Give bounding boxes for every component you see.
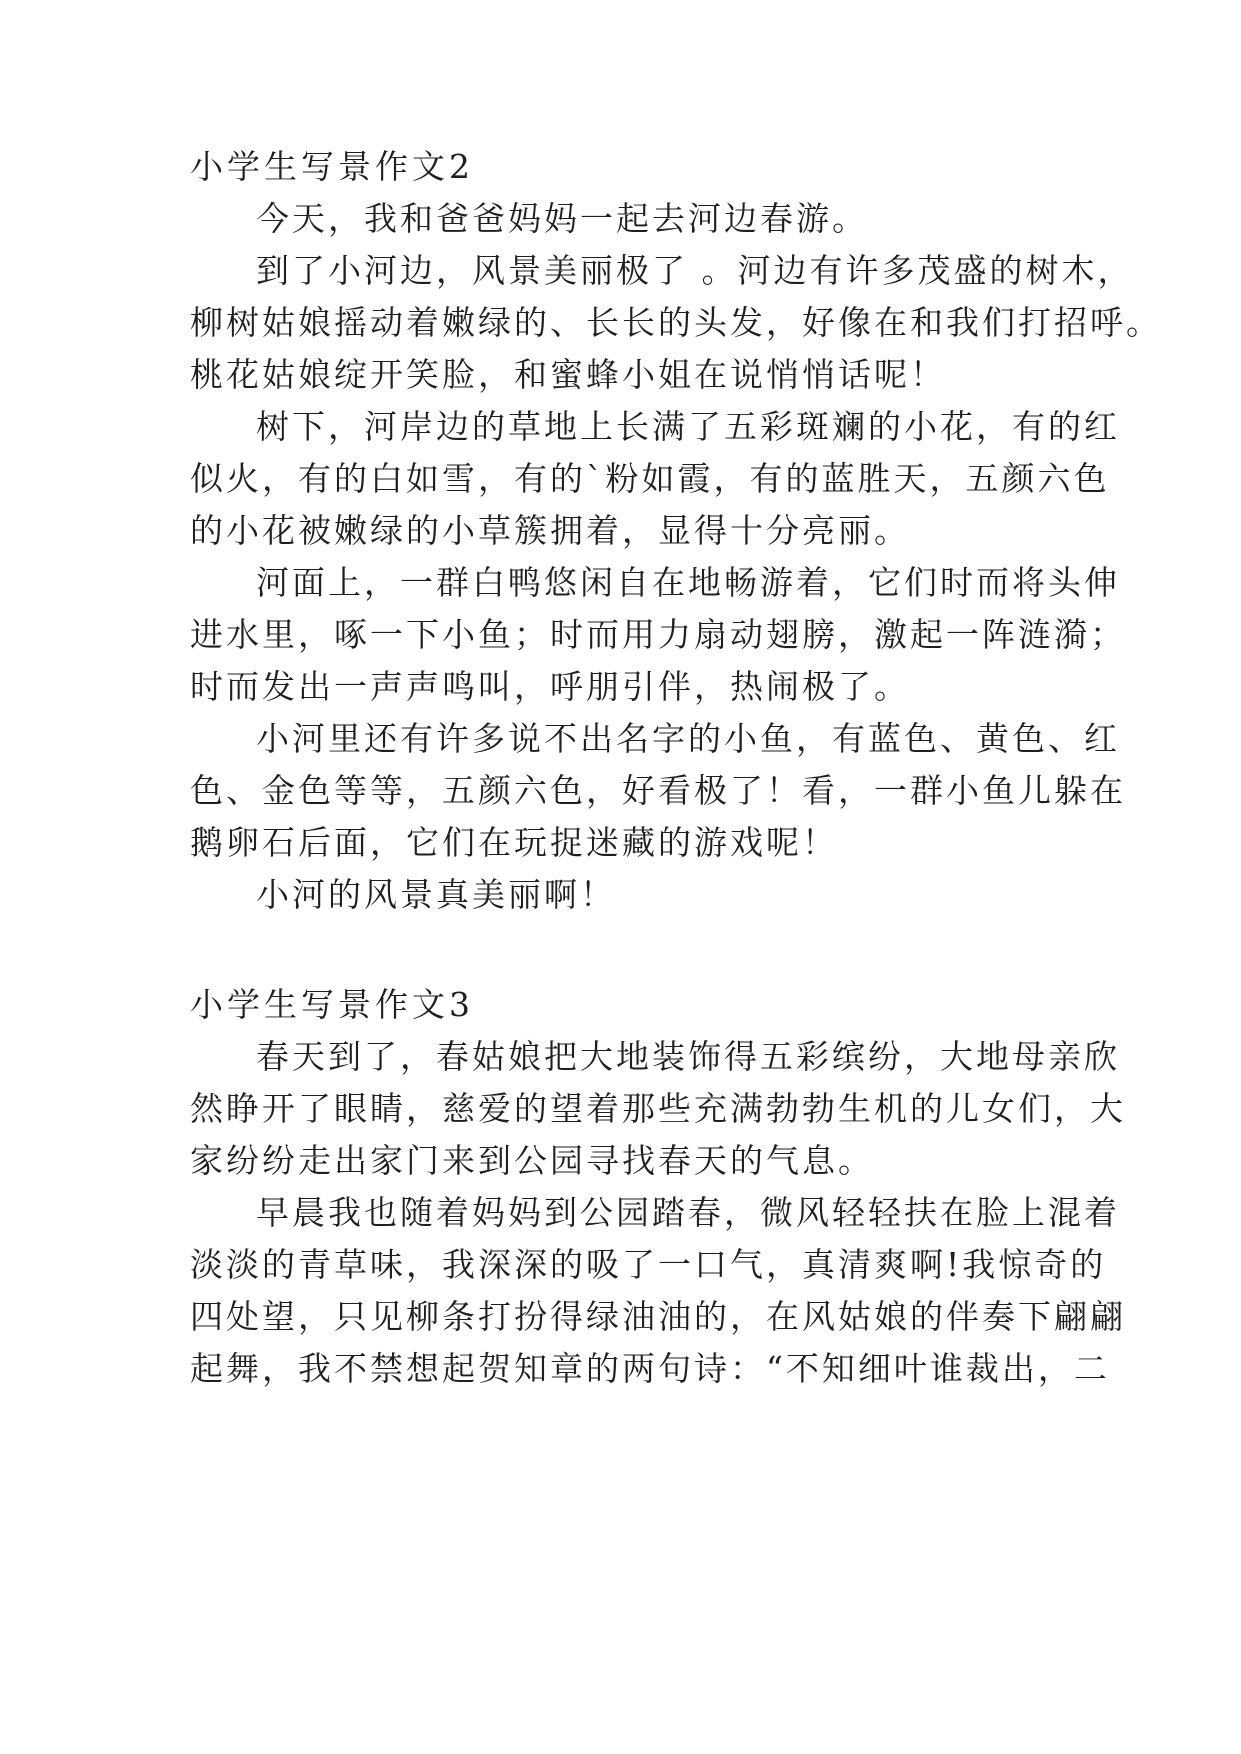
paragraph-line: 到了小河边，风景美丽极了 。河边有许多茂盛的树木， bbox=[256, 251, 1134, 290]
paragraph-line: 家纷纷走出家门来到公园寻找春天的气息。 bbox=[190, 1141, 874, 1180]
paragraph-line: 树下，河岸边的草地上长满了五彩斑斓的小花，有的红 bbox=[256, 407, 1120, 446]
paragraph-line: 小河里还有许多说不出名字的小鱼，有蓝色、黄色、红 bbox=[256, 719, 1120, 758]
paragraph-line: 河面上，一群白鸭悠闲自在地畅游着，它们时而将头伸 bbox=[256, 563, 1120, 602]
paragraph-line: 柳树姑娘摇动着嫩绿的、长长的头发，好像在和我们打招呼。 bbox=[190, 303, 1162, 342]
essay-title: 小学生写景作文2 bbox=[190, 147, 474, 186]
essay-title: 小学生写景作文3 bbox=[190, 985, 474, 1024]
paragraph-line: 进水里，啄一下小鱼；时而用力扇动翅膀，激起一阵涟漪； bbox=[190, 615, 1126, 654]
paragraph-line: 鹅卵石后面，它们在玩捉迷藏的游戏呢！ bbox=[190, 823, 838, 862]
paragraph-line: 时而发出一声声鸣叫，呼朋引伴，热闹极了。 bbox=[190, 667, 910, 706]
paragraph-line: 色、金色等等，五颜六色，好看极了！看，一群小鱼儿躲在 bbox=[190, 771, 1126, 810]
paragraph-line: 起舞，我不禁想起贺知章的两句诗：“不知细叶谁裁出，二 bbox=[190, 1349, 1110, 1388]
paragraph-line: 淡淡的青草味，我深深的吸了一口气，真清爽啊!我惊奇的 bbox=[190, 1245, 1107, 1284]
paragraph-line: 然睁开了眼睛，慈爱的望着那些充满勃勃生机的儿女们，大 bbox=[190, 1089, 1126, 1128]
paragraph-line: 春天到了，春姑娘把大地装饰得五彩缤纷，大地母亲欣 bbox=[256, 1037, 1120, 1076]
paragraph-line: 早晨我也随着妈妈到公园踏春，微风轻轻扶在脸上混着 bbox=[256, 1193, 1120, 1232]
paragraph-line: 今天，我和爸爸妈妈一起去河边春游。 bbox=[256, 199, 868, 238]
paragraph-line: 桃花姑娘绽开笑脸，和蜜蜂小姐在说悄悄话呢！ bbox=[190, 355, 946, 394]
paragraph-line: 四处望，只见柳条打扮得绿油油的，在风姑娘的伴奏下翩翩 bbox=[190, 1297, 1126, 1336]
paragraph-line: 似火，有的白如雪，有的`粉如霞，有的蓝胜天，五颜六色 bbox=[190, 459, 1110, 498]
paragraph-line: 的小花被嫩绿的小草簇拥着，显得十分亮丽。 bbox=[190, 511, 910, 550]
paragraph-line: 小河的风景真美丽啊！ bbox=[256, 875, 616, 914]
